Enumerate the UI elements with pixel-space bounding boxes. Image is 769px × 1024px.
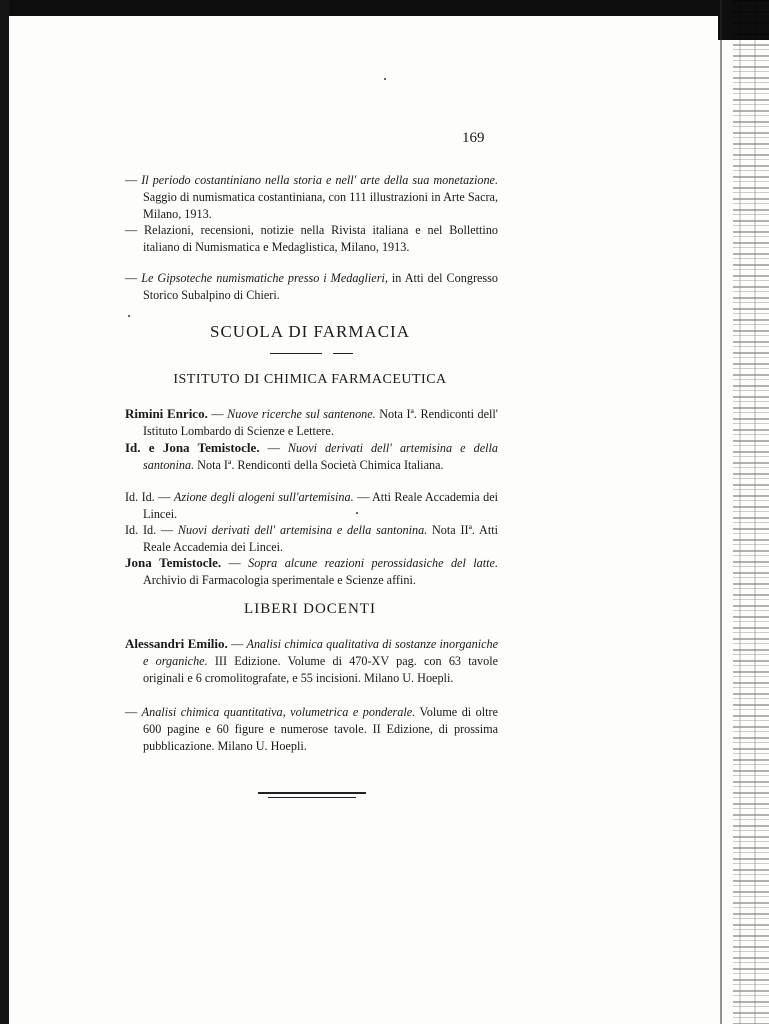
divider-rule — [270, 353, 322, 354]
divider-rule — [333, 353, 353, 354]
scan-top-border — [0, 0, 769, 16]
bibliography-entry: Id. Id. — Nuovi derivati dell' artemisina e della santonina. Nota IIª. Atti Reale Accademia dei Lincei. — [125, 523, 499, 554]
section-heading-docenti: LIBERI DOCENTI — [244, 601, 376, 617]
scan-right-edge-noise — [733, 0, 769, 1024]
bibliography-entry: — Le Gipsoteche numismatiche presso i Medaglieri, in Atti del Congresso Storico Subalpino di Chieri. — [125, 271, 499, 302]
scan-page-edge-line — [720, 0, 722, 1024]
section-heading-school: SCUOLA DI FARMACIA — [210, 322, 410, 341]
section-heading-institute: ISTITUTO DI CHIMICA FARMACEUTICA — [173, 372, 447, 387]
closing-rule — [268, 797, 356, 798]
bibliography-entry: Jona Temistocle. — Sopra alcune reazioni perossidasiche del latte. Archivio di Farmacologia sperimentale e Scienze affini. — [125, 555, 498, 587]
bibliography-entry: — Relazioni, recensioni, notizie nella Rivista italiana e nel Bollettino italiano di Numismatica e Medaglistica, Milano, 1913. — [125, 223, 499, 254]
bibliography-entry: Id. Id. — Azione degli alogeni sull'artemisina. — Atti Reale Accademia dei Lincei. — [125, 490, 498, 521]
scan-speck — [384, 78, 386, 80]
bibliography-entry: Rimini Enrico. — Nuove ricerche sul santenone. Nota Iª. Rendiconti dell' Istituto Lombardo di Scienze e Lettere. — [125, 406, 498, 438]
bibliography-entry: — Analisi chimica quantitativa, volumetrica e ponderale. Volume di oltre 600 pagine e 60 figure e numerose tavole. II Edizione, di prossima pubblicazione. Milano U. Hoepli. — [125, 705, 498, 753]
scan-speck — [128, 315, 130, 317]
bibliography-entry: Alessandri Emilio. — Analisi chimica qualitativa di sostanze inorganiche e organiche. III Edizione. Volume di 470-XV pag. con 63 tavole originali e 6 cromolitografate, e 55 incisioni. Milano U. Hoepli. — [125, 636, 499, 685]
closing-rule — [258, 792, 366, 794]
scan-left-border — [0, 0, 9, 1024]
page-number: 169 — [462, 130, 485, 146]
bibliography-entry: — Il periodo costantiniano nella storia e nell' arte della sua monetazione. Saggio di numismatica costantiniana, con 111 illustrazioni in Arte Sacra, Milano, 1913. — [125, 173, 499, 221]
bibliography-entry: Id. e Jona Temistocle. — Nuovi derivati dell' artemisina e della santonina. Nota Iª. Rendiconti della Società Chimica Italiana. — [125, 440, 498, 472]
